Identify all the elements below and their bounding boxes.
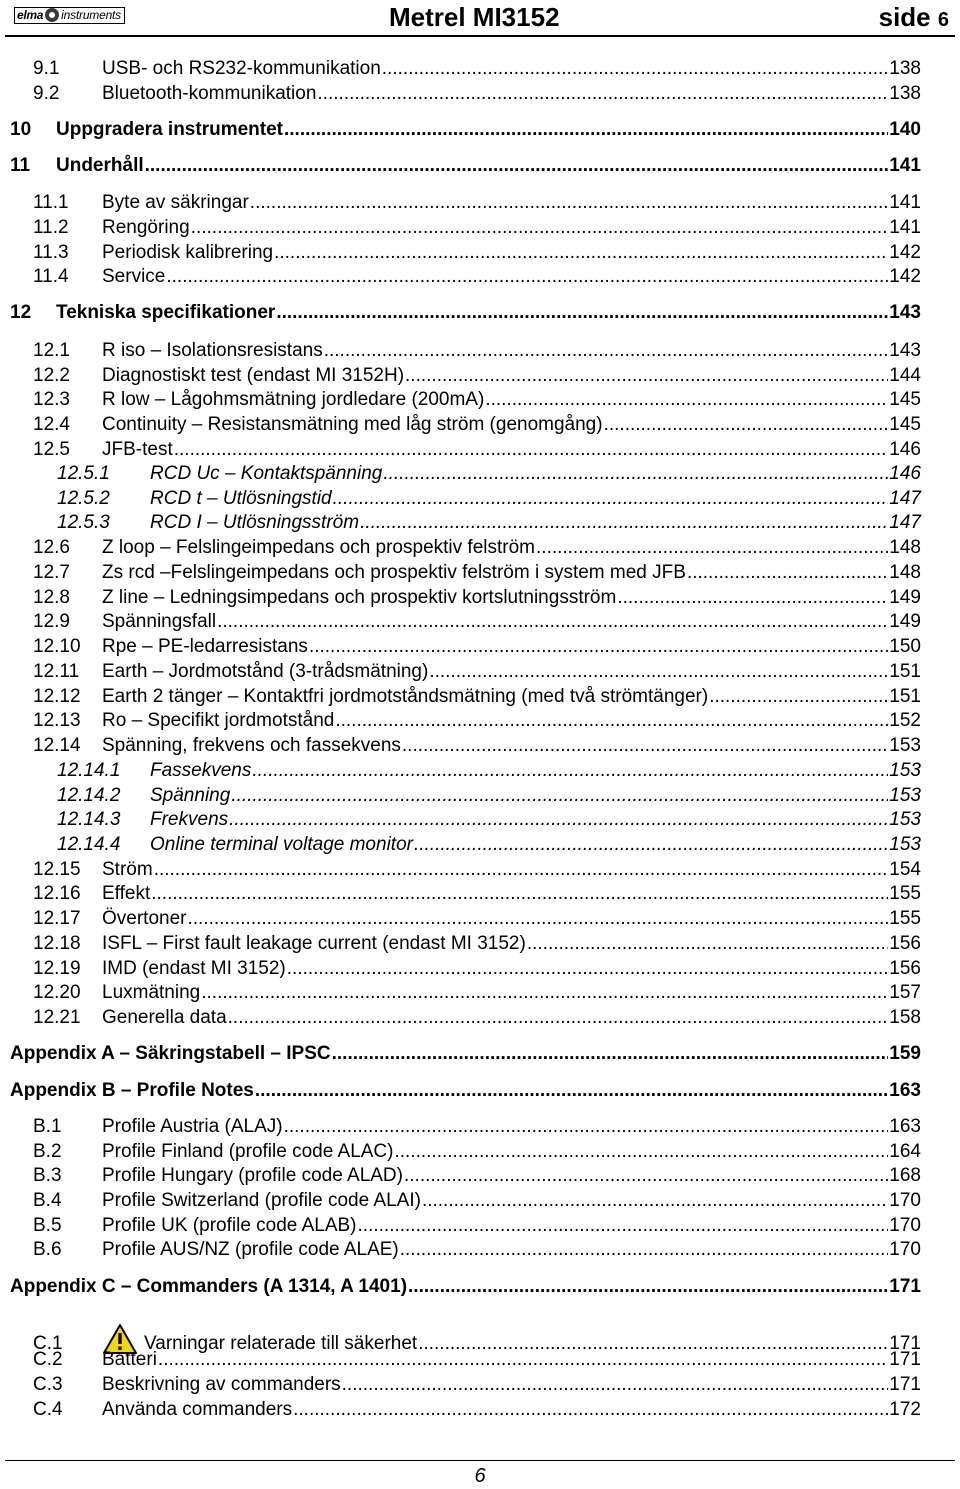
toc-entry-title: Earth – Jordmotstånd (3-trådsmätning)	[102, 661, 429, 682]
toc-entry-number: 10	[10, 119, 32, 140]
toc-entry-title: Profile Finland (profile code ALAC)	[102, 1141, 394, 1162]
toc-entry-title: Spänning	[150, 785, 231, 806]
toc-entry-title: Spänningsfall	[102, 611, 217, 632]
toc-dot-leader	[335, 710, 888, 732]
toc-entry-page: 153	[889, 760, 921, 781]
toc-entry[interactable]	[33, 587, 921, 611]
toc-entry-title: Tekniska specifikationer	[56, 302, 276, 323]
toc-entry-page: 142	[889, 242, 921, 263]
toc-dot-leader	[429, 661, 888, 683]
toc-entry-page: 170	[889, 1239, 921, 1260]
toc-entry-title: Continuity – Resistansmätning med låg ström (genomgång)	[102, 414, 603, 435]
toc-entry-number: 12.15	[33, 859, 81, 880]
footer-divider	[5, 1460, 955, 1461]
toc-dot-leader	[276, 302, 888, 324]
toc-dot-leader	[284, 119, 888, 141]
toc-entry-page: 146	[889, 463, 921, 484]
toc-entry[interactable]	[57, 463, 921, 487]
toc-entry-page: 149	[889, 611, 921, 632]
toc-entry[interactable]	[33, 365, 921, 389]
toc-entry[interactable]	[33, 636, 921, 660]
toc-dot-leader	[255, 1080, 888, 1102]
toc-entry-title: Zs rcd –Felslingeimpedans och prospektiv felström i system med JFB	[102, 562, 686, 583]
toc-entry-page: 154	[889, 859, 921, 880]
toc-entry[interactable]	[57, 785, 921, 809]
toc-entry-page: 148	[889, 537, 921, 558]
toc-entry-number: 12.7	[33, 562, 70, 583]
toc-entry-title: ISFL – First fault leakage current (endast MI 3152)	[102, 933, 526, 954]
toc-entry-page: 170	[889, 1215, 921, 1236]
toc-entry-title: Använda commanders	[102, 1399, 293, 1420]
toc-entry-number: 12.10	[33, 636, 81, 657]
toc-entry-page: 155	[889, 908, 921, 929]
toc-entry-number: C.4	[33, 1399, 63, 1420]
toc-entry[interactable]	[10, 155, 921, 179]
toc-entry-title: Uppgradera instrumentet	[56, 119, 283, 140]
toc-entry-number: 12.2	[33, 365, 70, 386]
toc-dot-leader	[166, 266, 888, 288]
toc-entry-number: B.4	[33, 1190, 62, 1211]
toc-entry-number: C.3	[33, 1374, 63, 1395]
toc-dot-leader	[414, 834, 888, 856]
toc-entry-page: 171	[889, 1374, 921, 1395]
toc-entry[interactable]	[10, 1080, 921, 1104]
document-title: Metrel MI3152	[389, 2, 560, 32]
toc-entry[interactable]	[33, 439, 921, 463]
toc-entry-title: USB- och RS232-kommunikation	[102, 58, 381, 79]
toc-entry-title: Varningar relaterade till säkerhet	[102, 1323, 417, 1355]
toc-dot-leader	[536, 537, 888, 559]
toc-entry-page: 153	[889, 785, 921, 806]
toc-dot-leader	[404, 1165, 888, 1187]
toc-entry[interactable]	[33, 192, 921, 216]
toc-entry-page: 153	[889, 809, 921, 830]
toc-entry-title: IMD (endast MI 3152)	[102, 958, 286, 979]
toc-entry[interactable]	[10, 1276, 921, 1300]
toc-dot-leader	[485, 389, 888, 411]
toc-entry[interactable]	[33, 340, 921, 364]
toc-entry-page: 142	[889, 266, 921, 287]
toc-entry-title: Ro – Specifikt jordmotstånd	[102, 710, 335, 731]
toc-entry-title: Online terminal voltage monitor	[150, 834, 413, 855]
toc-dot-leader	[358, 1215, 889, 1237]
toc-entry-number: 12.6	[33, 537, 70, 558]
toc-entry-number: 12.14	[33, 735, 81, 756]
toc-entry[interactable]	[33, 982, 921, 1006]
toc-entry[interactable]	[33, 908, 921, 932]
toc-dot-leader	[287, 958, 889, 980]
toc-entry-number: 12.4	[33, 414, 70, 435]
toc-dot-leader	[383, 463, 888, 485]
toc-entry-number: 12.14.1	[57, 760, 121, 781]
toc-entry-number: 12.12	[33, 686, 81, 707]
toc-entry[interactable]	[57, 809, 921, 833]
toc-entry-number: B.3	[33, 1165, 62, 1186]
elma-instruments-logo: elma instruments	[14, 6, 125, 24]
toc-dot-leader	[154, 859, 889, 881]
toc-entry-number: 12.14.3	[57, 809, 121, 830]
toc-entry-title: RCD t – Utlösningstid	[150, 488, 332, 509]
toc-entry-title: Diagnostiskt test (endast MI 3152H)	[102, 365, 405, 386]
toc-entry[interactable]	[33, 1116, 921, 1140]
toc-entry-title: R low – Lågohmsmätning jordledare (200mA)	[102, 389, 485, 410]
toc-entry-title: Underhåll	[56, 155, 144, 176]
toc-entry-page: 146	[889, 439, 921, 460]
toc-entry-page: 164	[889, 1141, 921, 1162]
toc-entry-title: Profile UK (profile code ALAB)	[102, 1215, 357, 1236]
toc-entry-title: Profile Austria (ALAJ)	[102, 1116, 283, 1137]
toc-entry-page: 171	[889, 1349, 921, 1370]
toc-dot-leader	[400, 1239, 889, 1261]
toc-dot-leader	[422, 1190, 888, 1212]
toc-dot-leader	[151, 883, 888, 905]
toc-entry[interactable]	[33, 661, 921, 685]
toc-entry[interactable]	[33, 958, 921, 982]
toc-dot-leader	[187, 908, 888, 930]
toc-entry-number: 12.11	[33, 661, 80, 682]
toc-entry-number: 12.13	[33, 710, 81, 731]
toc-dot-leader	[402, 735, 888, 757]
toc-entry[interactable]	[33, 611, 921, 635]
toc-dot-leader	[284, 1116, 889, 1138]
logo-mark-icon	[45, 8, 59, 22]
toc-entry-page: 147	[889, 512, 921, 533]
toc-entry-number: 12.14.4	[57, 834, 121, 855]
header-page-label: side 6	[878, 2, 949, 32]
toc-entry[interactable]	[33, 537, 921, 561]
toc-entry-title: Övertoner	[102, 908, 187, 929]
header-divider	[5, 35, 955, 37]
toc-entry-number: 9.1	[33, 58, 60, 79]
toc-entry[interactable]	[33, 686, 921, 710]
toc-dot-leader	[217, 611, 888, 633]
toc-dot-leader	[145, 155, 889, 177]
toc-dot-leader	[687, 562, 888, 584]
toc-entry[interactable]	[33, 1349, 921, 1373]
toc-entry-number: B.2	[33, 1141, 62, 1162]
toc-entry[interactable]	[10, 119, 921, 143]
toc-entry[interactable]	[33, 217, 921, 241]
toc-entry-page: 170	[889, 1190, 921, 1211]
toc-entry[interactable]	[33, 710, 921, 734]
toc-entry-page: 151	[889, 661, 921, 682]
toc-dot-leader	[382, 58, 889, 80]
toc-entry-number: C.2	[33, 1349, 63, 1370]
toc-entry-page: 144	[889, 365, 921, 386]
toc-entry-number: 12.8	[33, 587, 70, 608]
toc-entry-title: Luxmätning	[102, 982, 201, 1003]
toc-dot-leader	[317, 83, 888, 105]
toc-entry-title: Generella data	[102, 1007, 227, 1028]
toc-entry-page: 147	[889, 488, 921, 509]
toc-entry[interactable]	[33, 1141, 921, 1165]
toc-entry-number: 11.4	[33, 266, 69, 287]
toc-entry-title: Rengöring	[102, 217, 190, 238]
toc-entry-number: 12.18	[33, 933, 81, 954]
toc-entry[interactable]	[33, 414, 921, 438]
toc-entry[interactable]	[33, 735, 921, 759]
toc-entry-page: 145	[889, 389, 921, 410]
toc-entry[interactable]	[33, 859, 921, 883]
toc-dot-leader	[405, 365, 888, 387]
toc-entry-title: RCD Uc – Kontaktspänning	[150, 463, 383, 484]
toc-entry-title: Earth 2 tänger – Kontaktfri jordmotståndsmätning (med två strömtänger)	[102, 686, 709, 707]
toc-dot-leader	[231, 785, 888, 807]
toc-entry-title: Rpe – PE-ledarresistans	[102, 636, 308, 657]
toc-entry[interactable]	[33, 1374, 921, 1398]
toc-entry-title: Fassekvens	[150, 760, 252, 781]
toc-entry[interactable]	[10, 1043, 921, 1067]
toc-entry-page: 152	[889, 710, 921, 731]
toc-entry-page: 151	[889, 686, 921, 707]
toc-dot-leader	[617, 587, 888, 609]
toc-entry[interactable]	[10, 302, 921, 326]
footer-page-number: 6	[474, 1465, 486, 1487]
toc-entry-title: Bluetooth-kommunikation	[102, 83, 317, 104]
toc-entry-number: 12.5.3	[57, 512, 110, 533]
toc-entry[interactable]	[33, 242, 921, 266]
toc-entry-page: 145	[889, 414, 921, 435]
toc-entry-title: Profile Switzerland (profile code ALAI)	[102, 1190, 421, 1211]
toc-entry-title: Batteri	[102, 1349, 157, 1370]
toc-entry[interactable]	[33, 83, 921, 107]
toc-dot-leader	[293, 1399, 888, 1421]
toc-entry-number: 12.20	[33, 982, 81, 1003]
toc-entry-page: 157	[889, 982, 921, 1003]
toc-entry-number: 12.16	[33, 883, 81, 904]
toc-entry[interactable]	[33, 1165, 921, 1189]
toc-entry[interactable]	[33, 1215, 921, 1239]
page-header	[0, 0, 960, 40]
toc-entry-title: R iso – Isolationsresistans	[102, 340, 323, 361]
toc-entry-number: B.6	[33, 1239, 62, 1260]
toc-entry-page: 149	[889, 587, 921, 608]
toc-entry[interactable]	[33, 933, 921, 957]
toc-entry-number: 11.2	[33, 217, 69, 238]
toc-entry-page: 143	[889, 302, 921, 323]
toc-entry-page: 138	[889, 83, 921, 104]
toc-dot-leader	[527, 933, 888, 955]
toc-entry-title: Z loop – Felslingeimpedans och prospektiv felström	[102, 537, 535, 558]
toc-dot-leader	[309, 636, 888, 658]
toc-dot-leader	[394, 1141, 888, 1163]
toc-entry-page: 171	[889, 1333, 921, 1354]
toc-entry-number: 11	[10, 155, 31, 176]
toc-entry-page: 140	[889, 119, 921, 140]
toc-entry-number: 12	[10, 302, 32, 323]
toc-entry-page: 138	[889, 58, 921, 79]
toc-entry-number: C.1	[33, 1333, 63, 1354]
toc-entry-number: 9.2	[33, 83, 60, 104]
toc-entry-title: Frekvens	[150, 809, 229, 830]
toc-entry-page: 158	[889, 1007, 921, 1028]
toc-entry[interactable]	[33, 562, 921, 586]
toc-entry-number: B.1	[33, 1116, 62, 1137]
toc-dot-leader	[274, 242, 888, 264]
toc-entry[interactable]	[33, 1399, 921, 1423]
toc-dot-leader	[360, 512, 888, 534]
toc-entry-page: 156	[889, 958, 921, 979]
toc-entry-title: Ström	[102, 859, 153, 880]
toc-entry-page: 163	[889, 1116, 921, 1137]
toc-entry-title: JFB-test	[102, 439, 173, 460]
toc-entry-number: 12.19	[33, 958, 81, 979]
toc-entry[interactable]	[33, 1190, 921, 1214]
toc-entry[interactable]	[33, 883, 921, 907]
toc-entry-number: 12.3	[33, 389, 70, 410]
toc-entry[interactable]	[33, 58, 921, 82]
toc-entry-title: Periodisk kalibrering	[102, 242, 274, 263]
toc-dot-leader	[201, 982, 888, 1004]
toc-dot-leader	[333, 488, 889, 510]
toc-entry-page: 159	[889, 1043, 921, 1064]
toc-entry-title: Z line – Ledningsimpedans och prospektiv kortslutningsström	[102, 587, 617, 608]
toc-entry-number: 12.1	[33, 340, 70, 361]
toc-dot-leader	[174, 439, 889, 461]
toc-dot-leader	[324, 340, 889, 362]
toc-entry-page: 156	[889, 933, 921, 954]
toc-dot-leader	[332, 1043, 889, 1065]
toc-entry-number: 11.3	[33, 242, 69, 263]
toc-dot-leader	[408, 1276, 888, 1298]
toc-entry[interactable]	[33, 389, 921, 413]
toc-dot-leader	[229, 809, 888, 831]
toc-entry-page: 172	[889, 1399, 921, 1420]
toc-entry-title: Effekt	[102, 883, 151, 904]
toc-entry-title: Byte av säkringar	[102, 192, 249, 213]
toc-entry-title: Appendix C – Commanders (A 1314, A 1401)	[10, 1276, 408, 1297]
toc-entry-number: 12.17	[33, 908, 81, 929]
toc-entry-number: B.5	[33, 1215, 62, 1236]
toc-entry-number: 12.5	[33, 439, 70, 460]
toc-entry-page: 150	[889, 636, 921, 657]
toc-entry[interactable]	[57, 512, 921, 536]
toc-dot-leader	[228, 1007, 889, 1029]
toc-entry-page: 168	[889, 1165, 921, 1186]
toc-entry-number: 12.5.1	[57, 463, 110, 484]
toc-entry-title: Appendix A – Säkringstabell – IPSC	[10, 1043, 331, 1064]
toc-entry-page: 141	[889, 192, 921, 213]
toc-entry-title: RCD I – Utlösningsström	[150, 512, 360, 533]
toc-entry-page: 143	[889, 340, 921, 361]
toc-dot-leader	[250, 192, 889, 214]
toc-entry-number: 12.5.2	[57, 488, 110, 509]
toc-entry-title: Spänning, frekvens och fassekvens	[102, 735, 401, 756]
toc-entry-page: 153	[889, 735, 921, 756]
toc-entry-page: 141	[889, 217, 921, 238]
toc-entry-title: Profile AUS/NZ (profile code ALAE)	[102, 1239, 399, 1260]
toc-entry[interactable]	[33, 1239, 921, 1263]
toc-entry[interactable]	[33, 266, 921, 290]
toc-entry-page: 155	[889, 883, 921, 904]
toc-entry-number: 12.9	[33, 611, 70, 632]
toc-entry-page: 171	[889, 1276, 921, 1297]
toc-entry-page: 141	[889, 155, 921, 176]
toc-entry[interactable]	[57, 488, 921, 512]
toc-entry-page: 153	[889, 834, 921, 855]
toc-dot-leader	[604, 414, 889, 436]
toc-dot-leader	[191, 217, 889, 239]
toc-entry[interactable]	[33, 1007, 921, 1031]
toc-entry[interactable]	[57, 834, 921, 858]
toc-dot-leader	[709, 686, 888, 708]
toc-entry[interactable]	[57, 760, 921, 784]
toc-entry-title: Appendix B – Profile Notes	[10, 1080, 254, 1101]
toc-entry-number: 11.1	[33, 192, 69, 213]
toc-entry-title: Service	[102, 266, 166, 287]
toc-dot-leader	[252, 760, 888, 782]
toc-entry-title: Profile Hungary (profile code ALAD)	[102, 1165, 403, 1186]
toc-entry-number: 12.14.2	[57, 785, 121, 806]
toc-entry-number: 12.21	[33, 1007, 81, 1028]
toc-dot-leader	[342, 1374, 889, 1396]
toc-entry-page: 148	[889, 562, 921, 583]
toc-entry[interactable]	[33, 1323, 921, 1354]
toc-entry-title: Beskrivning av commanders	[102, 1374, 341, 1395]
toc-dot-leader	[158, 1349, 888, 1371]
toc-entry-page: 163	[889, 1080, 921, 1101]
